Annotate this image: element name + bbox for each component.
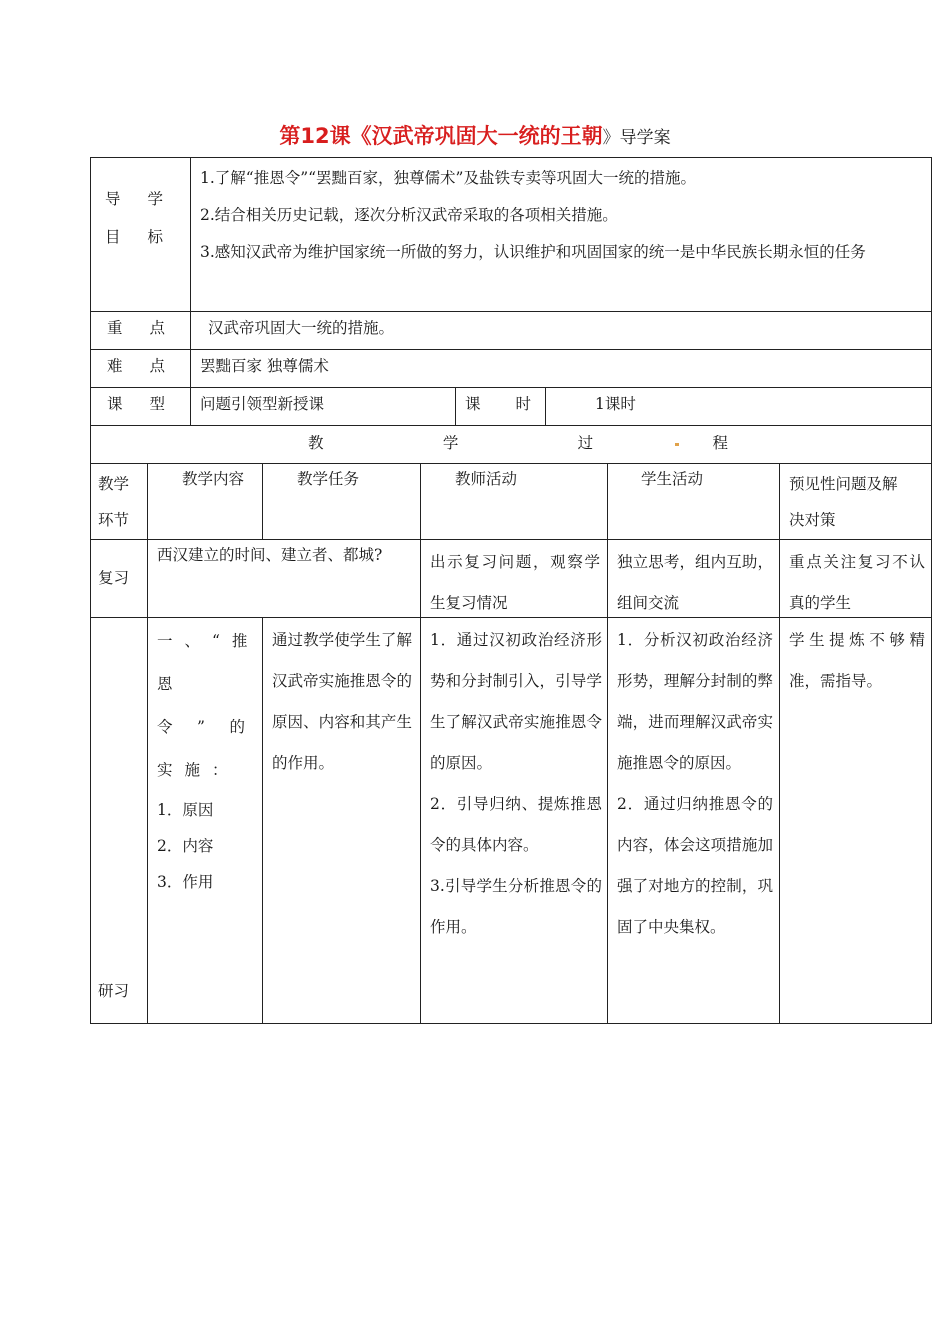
col-header-problems: 预见性问题及解决对策 bbox=[789, 475, 898, 529]
col-divider bbox=[147, 463, 148, 1024]
study-content bbox=[157, 620, 260, 900]
col-divider bbox=[607, 463, 608, 1024]
process-header-char: 过 bbox=[577, 434, 594, 452]
study-content-item: 3．作用 bbox=[157, 873, 214, 891]
lesson-hours-value: 1课时 bbox=[595, 395, 636, 413]
col-divider bbox=[262, 617, 263, 1024]
key-point-label: 重 点 bbox=[107, 319, 165, 337]
difficulty-label: 难 点 bbox=[107, 357, 165, 375]
row-divider bbox=[90, 539, 932, 540]
table-border-left bbox=[90, 157, 91, 1024]
col-divider bbox=[420, 463, 421, 1024]
study-student bbox=[617, 620, 773, 948]
label-divider bbox=[190, 157, 191, 426]
lesson-type-value: 问题引领型新授课 bbox=[200, 395, 325, 413]
goal-item: 2.结合相关历史记载，逐次分析汉武帝采取的各项相关措施。 bbox=[200, 206, 618, 224]
col-divider bbox=[545, 387, 546, 426]
table-border-top bbox=[90, 157, 932, 158]
process-header-char: 程 bbox=[712, 434, 728, 452]
goal-item: 3.感知汉武帝为维护国家统一所做的努力，认识维护和巩固国家的统一是中华民族长期永恒的任务 bbox=[200, 243, 866, 261]
col-header-task: 教学任务 bbox=[297, 470, 360, 488]
study-teacher-item: 2．引导归纳、提炼推恩令的具体内容。 bbox=[430, 795, 602, 854]
study-student-item: 1．分析汉初政治经济形势，理解分封制的弊端，进而理解汉武帝实施推恩令的原因。 bbox=[617, 631, 773, 772]
row-divider bbox=[90, 387, 932, 388]
goals-list bbox=[200, 160, 928, 271]
col-divider bbox=[262, 463, 263, 540]
row-divider bbox=[90, 425, 932, 426]
study-task: 通过教学使学生了解汉武帝实施推恩令的原因、内容和其产生的作用。 bbox=[272, 631, 412, 772]
difficulty-value: 罢黜百家 独尊儒术 bbox=[200, 357, 329, 375]
col-divider bbox=[455, 387, 456, 426]
stage-review: 复习 bbox=[98, 569, 130, 587]
study-content-item: 1．原因 bbox=[157, 801, 214, 819]
col-header-content: 教学内容 bbox=[182, 470, 245, 488]
col-divider bbox=[779, 463, 780, 1024]
row-divider bbox=[90, 311, 932, 312]
process-header-char: 学 bbox=[442, 434, 459, 452]
study-content-heading: 一、“推恩令”的实施： bbox=[157, 632, 260, 779]
lesson-type-label: 课 型 bbox=[107, 395, 165, 413]
goal-item: 1.了解“推恩令”“罢黜百家，独尊儒术”及盐铁专卖等巩固大一统的措施。 bbox=[200, 169, 696, 187]
key-point-value: 汉武帝巩固大一统的措施。 bbox=[208, 319, 395, 337]
stage-study: 研习 bbox=[98, 982, 130, 1000]
table-border-bottom bbox=[90, 1023, 932, 1024]
row-divider bbox=[90, 349, 932, 350]
title-main: 第12课《汉武帝巩固大一统的王朝 bbox=[279, 124, 603, 148]
col-header-teacher: 教师活动 bbox=[455, 470, 518, 488]
mark-dot bbox=[675, 443, 679, 446]
row-divider bbox=[90, 463, 932, 464]
study-content-item: 2．内容 bbox=[157, 837, 214, 855]
study-teacher-item: 1．通过汉初政治经济形势和分封制引入，引导学生了解汉武帝实施推恩令的原因。 bbox=[430, 631, 602, 772]
col-header-stage: 教学环节 bbox=[98, 475, 130, 529]
document-title bbox=[0, 122, 950, 152]
table-border-right bbox=[931, 157, 932, 1024]
study-teacher bbox=[430, 620, 602, 948]
title-suffix: 导学案 bbox=[619, 128, 671, 148]
study-problems: 学生提炼不够精准，需指导。 bbox=[789, 631, 925, 690]
col-header-student: 学生活动 bbox=[641, 470, 704, 488]
review-content: 西汉建立的时间、建立者、都城? bbox=[157, 546, 383, 564]
review-problems: 重点关注复习不认真的学生 bbox=[789, 553, 925, 612]
process-header bbox=[308, 430, 728, 456]
study-student-item: 2．通过归纳推恩令的内容，体会这项措施加强了对地方的控制，巩固了中央集权。 bbox=[617, 795, 773, 936]
goals-label: 导 学 目 标 bbox=[105, 190, 163, 246]
title-close: 》 bbox=[602, 128, 620, 148]
study-teacher-item: 3.引导学生分析推恩令的作用。 bbox=[430, 877, 602, 936]
lesson-hours-label: 课 时 bbox=[465, 395, 531, 413]
review-teacher: 出示复习问题，观察学生复习情况 bbox=[430, 553, 600, 612]
review-student: 独立思考，组内互助，组间交流 bbox=[617, 553, 773, 612]
process-header-char: 教 bbox=[308, 434, 324, 452]
